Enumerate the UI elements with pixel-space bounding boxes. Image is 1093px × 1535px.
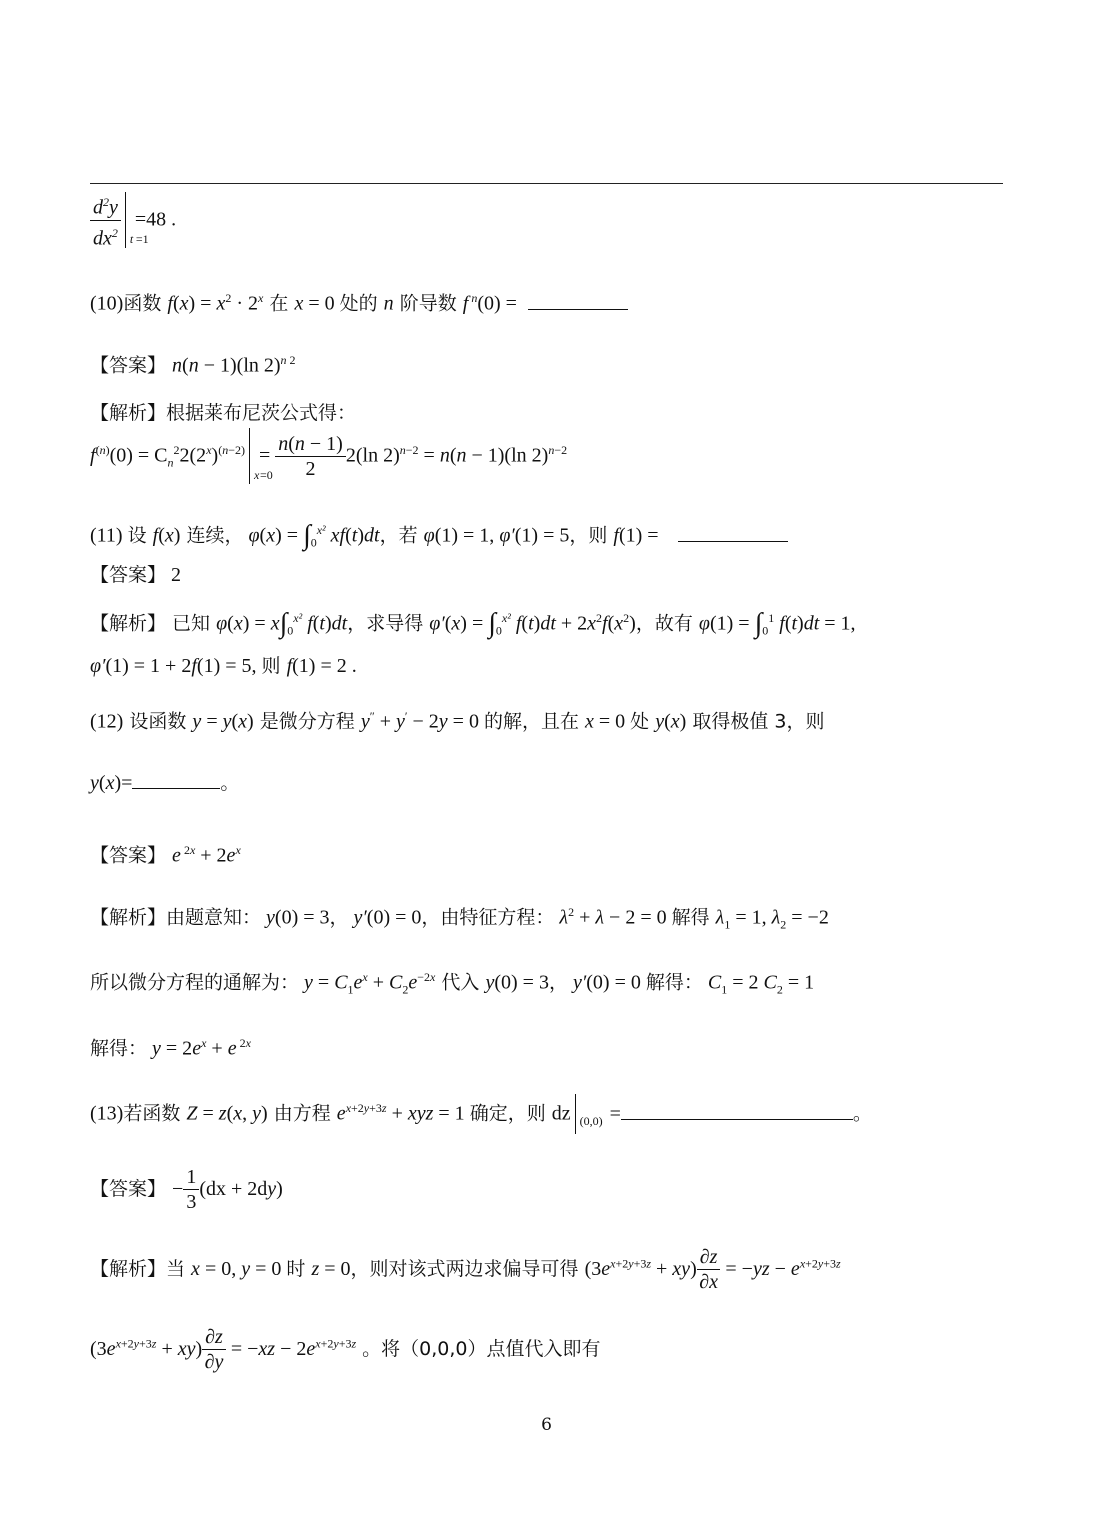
line-analysis-13b: $(3e^{x+2y+3z} + xy)$ $\frac{\partial z}{\partial y}$ = $-xz - 2e^{x+2y+3z}$ 。将（0,0,0）点值代入即有 [90, 1326, 601, 1373]
line-answer-13: 【答案】 − $\frac{1}{3}$ (dx + 2dy) [90, 1166, 283, 1213]
line-12b: y(x)= 。 [90, 772, 240, 794]
line-analysis-12: 【解析】由题意知： y(0) = 3， y′(0) = 0，由特征方程： $\lambda^2 + \lambda - 2 = 0$ 解得 $\lambda_1 = 1$, $\lambda_2 = -2$ [90, 905, 829, 932]
line-answer-11: 【答案】 2 [90, 564, 182, 586]
header-rule [90, 183, 1003, 184]
line-analysis-11b: φ′(1) = 1 + 2f(1) = 5, 则 f(1) = 2 . [90, 655, 357, 677]
line-analysis-12b: 所以微分方程的通解为： $y = C_1e^x + C_2e^{-2x}$ 代入 y(0) = 3， y′(0) = 0 解得： $C_1 = 2$ $C_2 = 1$ [90, 970, 815, 997]
line-analysis-10: 【解析】根据莱布尼茨公式得： [90, 402, 357, 424]
page-number: 6 [541, 1415, 552, 1435]
line-answer-10: 【答案】 n(n − 1)(ln 2)$^n$ $^2$ [90, 353, 296, 377]
line-analysis-11: 【解析】 已知 $\varphi(x) = x\int_0^{x^2}$ f(t)dt，求导得 $\varphi'(x) = \int_0^{x^2}$ $f(t)dt + 2x^2f(x^2)$，故有 $\varphi(1) = \int_0^1$ f(t)dt = 1, [90, 608, 856, 640]
line-10: (10)函数 $f(x) = x^2 \cdot 2^x$ 在 x = 0 处的 n 阶导数 f $^n$(0) = [90, 283, 628, 319]
line-12: (12) 设函数 y = y(x) 是微分方程 y″ + y′ − 2y = 0 的解，且在 x = 0 处 y(x) 取得极值 3，则 [90, 709, 825, 733]
line-leibniz: $f^{(n)}(0) = C_n^22(2^x)^{(n-2)}$ x =0 = $\frac{n(n - 1)}{2}$ 2(ln 2)$^{n-2}$ = n(n − 1)(ln 2)$^{n-2}$ [90, 428, 567, 484]
line-0: $\frac{d^2y}{dx^2}$ t =1 =48 . [90, 190, 176, 250]
line-answer-12: 【答案】 e $^{2x} + 2e^x$ [90, 843, 241, 867]
line-analysis-12c: 解得： $y = 2e^x + e$ $^{2x}$ [90, 1036, 251, 1060]
line-analysis-13: 【解析】当 x = 0, y = 0 时 z = 0，则对该式两边求偏导可得 $(3e^{x+2y+3z} + xy)$ $\frac{\partial z}{\partial x}$ = $-yz - e^{x+2y+3z}$ [90, 1246, 841, 1293]
line-13: (13)若函数 Z = z(x, y) 由方程 $e^{x+2y+3z}$ + xyz = 1 确定，则 dz (0,0) = 。 [90, 1093, 872, 1134]
line-11: (11) 设 f(x) 连续， $\varphi(x) = \int_0^{x^2}$ xf(t)dt，若 φ(1) = 1, φ′(1) = 5，则 f(1) = [90, 515, 788, 558]
